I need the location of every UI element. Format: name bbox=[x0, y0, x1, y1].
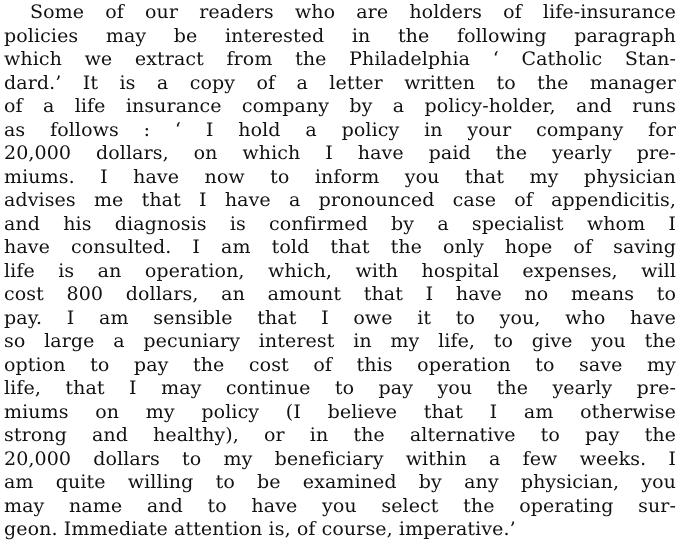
text-line: of a life insurance company by a policy-holder, and runs bbox=[4, 95, 676, 117]
text-line: which we extract from the Philadelphia ‘ Catholic Stan- bbox=[4, 48, 676, 70]
text-line: so large a pecuniary interest in my life, to give you the bbox=[4, 330, 676, 352]
text-line: option to pay the cost of this operation to save my bbox=[4, 353, 676, 376]
text-line: pay. I am sensible that I owe it to you, who have bbox=[4, 306, 676, 329]
text-line: Some of our readers who are holders of life-insurance bbox=[30, 1, 676, 23]
text-line: geon. Immediate attention is, of course, imperative.’ bbox=[4, 518, 516, 540]
text-line: may name and to have you select the operating sur- bbox=[4, 494, 676, 517]
text-line: 20,000 dollars, on which I have paid the yearly pre- bbox=[4, 142, 676, 164]
text-line: miums. I have now to inform you that my physician bbox=[4, 165, 676, 188]
text-line: advises me that I have a pronounced case of appendicitis, bbox=[4, 189, 676, 211]
text-line: policies may be interested in the following paragraph bbox=[4, 24, 676, 47]
text-line: and his diagnosis is confirmed by a specialist whom I bbox=[4, 212, 676, 235]
text-line: am quite willing to be examined by any physician, you bbox=[4, 471, 676, 493]
text-line: strong and healthy), or in the alternative to pay the bbox=[4, 424, 676, 446]
text-line: dard.’ It is a copy of a letter written to the manager bbox=[4, 71, 676, 94]
text-line: 20,000 dollars to my beneficiary within a few weeks. I bbox=[4, 447, 676, 470]
text-line: life, that I may continue to pay you the yearly pre- bbox=[4, 377, 676, 399]
text-line: cost 800 dollars, an amount that I have no means to bbox=[4, 283, 676, 305]
text-line: life is an operation, which, with hospital expenses, will bbox=[4, 259, 676, 282]
text-line: as follows : ‘ I hold a policy in your company for bbox=[4, 118, 676, 141]
text-line: miums on my policy (I believe that I am otherwise bbox=[4, 400, 676, 423]
text-line: have consulted. I am told that the only hope of saving bbox=[4, 236, 676, 258]
